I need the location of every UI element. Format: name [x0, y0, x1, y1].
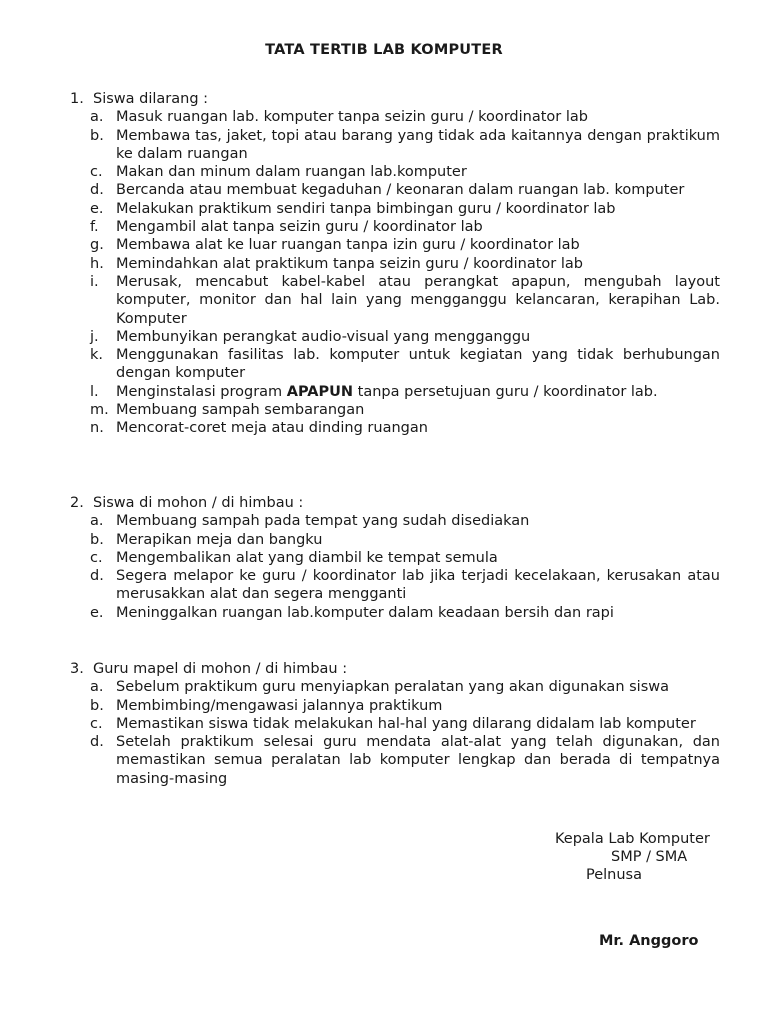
rule-item [70, 273, 720, 328]
rule-label: m. [90, 402, 109, 419]
rule-text: Meninggalkan ruangan lab.komputer dalam keadaan bersih dan rapi [116, 604, 614, 621]
rule-item [70, 200, 720, 218]
rule-text: Membimbing/mengawasi jalannya praktikum [116, 697, 443, 714]
rule-text-post: tanpa persetujuan guru / koordinator lab. [353, 383, 658, 400]
section-number: 3. [70, 661, 84, 677]
rule-text: Merapikan meja dan bangku [116, 531, 323, 548]
rule-text: Menggunakan fasilitas lab. komputer untuk kegiatan yang tidak berhubungan dengan komputer [116, 347, 720, 382]
section-heading [70, 90, 720, 108]
rule-text: Makan dan minum dalam ruangan lab.komputer [116, 164, 467, 181]
rule-text: Setelah praktikum selesai guru mendata alat-alat yang telah digunakan, dan memastikan semua peralatan lab komputer lengkap dan berada di tempatnya masing-masing [116, 734, 720, 787]
rule-item [70, 163, 720, 181]
rule-label: e. [90, 200, 104, 217]
rule-label: h. [90, 255, 104, 272]
signature-title: Kepala Lab Komputer [555, 831, 710, 847]
rule-item [70, 401, 720, 419]
rule-item [70, 715, 720, 733]
rule-text: Membuang sampah pada tempat yang sudah disediakan [116, 513, 530, 530]
rule-text: Memindahkan alat praktikum tanpa seizin guru / koordinator lab [116, 255, 583, 272]
document-title: TATA TERTIB LAB KOMPUTER [265, 42, 503, 58]
rule-text: Mencorat-coret meja atau dinding ruangan [116, 420, 428, 437]
rule-text: Membawa alat ke luar ruangan tanpa izin guru / koordinator lab [116, 237, 580, 254]
rule-text: Membunyikan perangkat audio-visual yang mengganggu [116, 328, 531, 345]
signatory-name: Mr. Anggoro [599, 933, 699, 949]
rule-label: b. [90, 697, 104, 714]
rule-item [70, 108, 720, 126]
rule-label: c. [90, 549, 103, 566]
rule-label: a. [90, 109, 104, 126]
rule-list [70, 678, 720, 788]
rule-item [70, 346, 720, 383]
rule-text [116, 383, 720, 401]
rule-label: i. [90, 273, 99, 290]
rule-text: Segera melapor ke guru / koordinator lab jika terjadi kecelakaan, kerusakan atau merusakkan alat dan segera mengganti [116, 568, 720, 603]
rule-label: a. [90, 513, 104, 530]
rule-label: d. [90, 734, 104, 751]
rule-label: b. [90, 531, 104, 548]
rule-label: k. [90, 347, 104, 364]
rule-text: Mengambil alat tanpa seizin guru / koordinator lab [116, 219, 483, 236]
rule-text: Membuang sampah sembarangan [116, 402, 365, 419]
rule-label: c. [90, 715, 103, 732]
section-siswa-dihimbau [70, 494, 720, 622]
signature-block [520, 830, 760, 884]
section-heading [70, 494, 720, 512]
rule-list [70, 512, 720, 622]
rule-text-pre: Menginstalasi program [116, 383, 287, 400]
section-heading [70, 660, 720, 678]
rule-text: Membawa tas, jaket, topi atau barang yang tidak ada kaitannya dengan praktikum ke dalam ruangan [116, 127, 720, 162]
section-heading-text: Guru mapel di mohon / di himbau : [93, 661, 348, 677]
rule-label: c. [90, 164, 103, 181]
rule-text: Melakukan praktikum sendiri tanpa bimbingan guru / koordinator lab [116, 200, 616, 217]
signature-org: Pelnusa [586, 867, 642, 883]
rule-text: Sebelum praktikum guru menyiapkan peralatan yang akan digunakan siswa [116, 679, 670, 696]
section-number: 2. [70, 495, 84, 511]
rule-item [70, 127, 720, 164]
rule-label: b. [90, 127, 104, 144]
section-number: 1. [70, 91, 84, 107]
rule-label: d. [90, 568, 104, 585]
rule-item [70, 383, 720, 401]
rule-text: Merusak, mencabut kabel-kabel atau perangkat apapun, mengubah layout komputer, monitor dan hal lain yang mengganggu kelancaran, kerapihan Lab. Komputer [116, 273, 720, 327]
rule-item [70, 236, 720, 254]
rule-item [70, 697, 720, 715]
rule-label: n. [90, 420, 104, 437]
section-heading-text: Siswa dilarang : [93, 91, 209, 107]
section-siswa-dilarang [70, 90, 720, 438]
rule-item [70, 419, 720, 437]
rule-item [70, 255, 720, 273]
rule-label: f. [90, 219, 99, 236]
rule-label: j. [90, 328, 99, 345]
rule-item [70, 531, 720, 549]
rule-item [70, 733, 720, 788]
rule-text: Bercanda atau membuat kegaduhan / keonaran dalam ruangan lab. komputer [116, 182, 685, 199]
rule-text-emphasis: APAPUN [286, 383, 354, 400]
rule-item [70, 181, 720, 199]
rule-text: Mengembalikan alat yang diambil ke tempat semula [116, 549, 498, 566]
rule-item [70, 604, 720, 622]
signature-school: SMP / SMA [611, 849, 688, 865]
section-heading-text: Siswa di mohon / di himbau : [93, 495, 304, 511]
rule-label: g. [90, 237, 104, 254]
section-guru-dihimbau [70, 660, 720, 788]
rule-item [70, 567, 720, 604]
rule-item [70, 328, 720, 346]
rule-text: Masuk ruangan lab. komputer tanpa seizin guru / koordinator lab [116, 109, 588, 126]
rule-label: e. [90, 604, 104, 621]
rule-label: d. [90, 182, 104, 199]
rule-text: Memastikan siswa tidak melakukan hal-hal yang dilarang didalam lab komputer [116, 715, 696, 732]
rule-item [70, 678, 720, 696]
rule-list [70, 108, 720, 437]
rule-item [70, 512, 720, 530]
rule-label: l. [90, 383, 99, 400]
rule-item [70, 549, 720, 567]
rule-label: a. [90, 679, 104, 696]
rule-item [70, 218, 720, 236]
